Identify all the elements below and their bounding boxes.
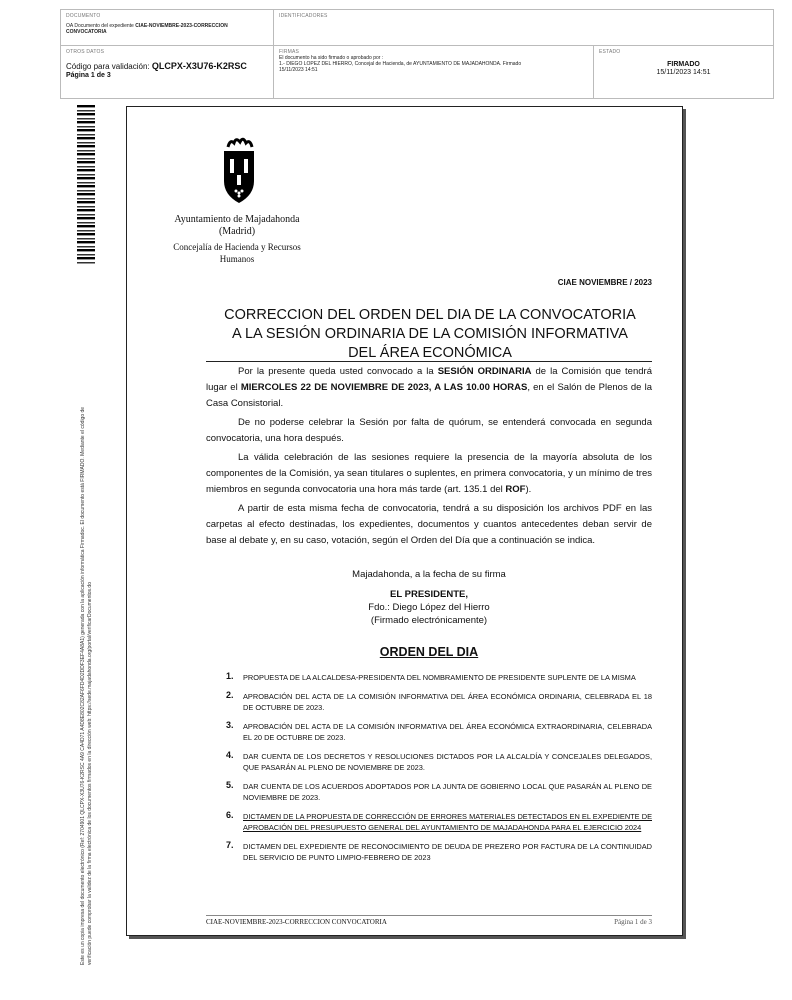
agenda-item bbox=[226, 751, 652, 773]
department-line-2: Humanos bbox=[219, 254, 255, 264]
verification-line-2: verificación puede comprobar la validez de la firma electrónica de los documentos firmados en la dirección web: https://sede.majadahonda.org/portal/verificarDocumentos.do bbox=[87, 582, 93, 965]
agenda-item-number: 4. bbox=[226, 750, 234, 760]
signature-name: Fdo.: Diego López del Hierro bbox=[368, 602, 490, 613]
status-date: 15/11/2023 14:51 bbox=[656, 69, 711, 76]
agenda-item-number: 3. bbox=[226, 720, 234, 730]
signature-note: (Firmado electrónicamente) bbox=[370, 615, 488, 626]
status-caption: ESTADO bbox=[599, 49, 621, 55]
p1-text-a: Por la presente queda usted convocado a la bbox=[238, 366, 438, 377]
signatures-cell bbox=[274, 46, 594, 98]
signatures-caption: FIRMAS bbox=[279, 49, 300, 55]
barcode-image bbox=[77, 105, 95, 265]
page-count: Página 1 de 3 bbox=[66, 72, 111, 79]
organization-block bbox=[162, 214, 312, 265]
organization-region: (Madrid) bbox=[218, 226, 256, 237]
document-caption: DOCUMENTO bbox=[66, 13, 101, 19]
validation-label: Código para validación: bbox=[66, 62, 150, 71]
identifiers-caption: IDENTIFICADORES bbox=[279, 13, 328, 19]
convocation-body bbox=[206, 364, 652, 552]
agenda-title: ORDEN DEL DIA bbox=[379, 645, 479, 659]
p3-text-a: La válida celebración de las sesiones requiere la presencia de la mayoría absoluta de los componentes de la Comisión, ya sean titulares o suplentes, en primera convocatoria, y un mínimo de tres miembros en segunda convocatoria una hora más tarde (art. 135.1 del bbox=[206, 452, 652, 495]
footer-divider bbox=[206, 915, 652, 916]
department-line-1: Concejalía de Hacienda y Recursos bbox=[173, 242, 301, 252]
other-data-cell bbox=[61, 46, 274, 98]
signature-place-date: Majadahonda, a la fecha de su firma bbox=[352, 569, 506, 580]
coat-of-arms-logo bbox=[218, 133, 260, 205]
validation-code: QLCPX-X3U76-K2RSC bbox=[151, 61, 247, 71]
agenda-item-number: 2. bbox=[226, 690, 234, 700]
signatures-line-2: 1.- DIEGO LOPEZ DEL HIERRO, Concejal de Hacienda, de AYUNTAMIENTO DE MAJADAHONDA. Firmado bbox=[279, 61, 522, 67]
agenda-item-text: APROBACIÓN DEL ACTA DE LA COMISIÓN INFORMATIVA DEL ÁREA ECONÓMICA ORDINARIA, CELEBRADA EL 18 DE OCTUBRE DE 2023. bbox=[243, 692, 652, 712]
signatures-line-1: El documento ha sido firmado o aprobado por : bbox=[279, 55, 384, 61]
agenda-list bbox=[226, 672, 652, 871]
p1-text-c: de la Comisión que tendrá lugar el bbox=[206, 366, 652, 393]
agenda-item-number: 6. bbox=[226, 810, 234, 820]
agenda-item-number: 5. bbox=[226, 780, 234, 790]
title-line-3: DEL ÁREA ECONÓMICA bbox=[348, 345, 512, 361]
status-badge: FIRMADO bbox=[667, 61, 700, 68]
agenda-item-number: 7. bbox=[226, 840, 234, 850]
validation-code-row bbox=[66, 61, 268, 71]
document-metadata-table bbox=[60, 9, 774, 99]
footer-document-name: CIAE-NOVIEMBRE-2023-CORRECCION CONVOCATORIA bbox=[206, 918, 387, 926]
agenda-item bbox=[226, 672, 652, 683]
organization-department bbox=[162, 241, 312, 265]
agenda-item bbox=[226, 841, 652, 863]
agenda-item bbox=[226, 781, 652, 803]
title-line-1: CORRECCION DEL ORDEN DEL DIA DE LA CONVOCATORIA bbox=[224, 307, 636, 323]
paragraph-quorum: De no poderse celebrar la Sesión por falta de quórum, se entenderá convocada en segunda convocatoria, una hora después. bbox=[206, 417, 652, 444]
page-title bbox=[206, 306, 654, 363]
title-divider bbox=[206, 361, 652, 362]
identifiers-cell bbox=[274, 10, 773, 46]
p3-rof: ROF bbox=[505, 484, 526, 495]
title-line-2: A LA SESIÓN ORDINARIA DE LA COMISIÓN INFORMATIVA bbox=[232, 326, 628, 342]
p1-text-e: , en el Salón de Plenos de la Casa Consistorial. bbox=[206, 382, 652, 409]
agenda-item-text: DICTAMEN DE LA PROPUESTA DE CORRECCIÓN DE ERRORES MATERIALES DETECTADOS EN EL EXPEDIENTE DE APROBACIÓN DEL PRESUPUESTO GENERAL DEL AYUNTAMIENTO DE MAJADAHONDA PARA EL EJERCICIO 2024 bbox=[243, 812, 652, 832]
agenda-item-text: APROBACIÓN DEL ACTA DE LA COMISIÓN INFORMATIVA DEL ÁREA ECONÓMICA EXTRAORDINARIA, CELEBRADA EL 20 DE OCTUBRE DE 2023. bbox=[243, 722, 652, 742]
footer-page-number: Página 1 de 3 bbox=[614, 918, 652, 926]
document-reference: CIAE-NOVIEMBRE-2023-CORRECCION CONVOCATORIA bbox=[66, 23, 228, 35]
agenda-item bbox=[226, 811, 652, 833]
p1-date-time: MIERCOLES 22 DE NOVIEMBRE DE 2023, A LAS 10.00 HORAS bbox=[240, 382, 528, 393]
p1-session-type: SESIÓN ORDINARIA bbox=[437, 366, 532, 377]
agenda-item-number: 1. bbox=[226, 671, 234, 681]
document-description bbox=[66, 23, 268, 35]
organization-name: Ayuntamiento de Majadahonda bbox=[174, 214, 300, 225]
status-cell bbox=[594, 46, 773, 98]
document-text: OA Documento del expediente bbox=[66, 23, 134, 29]
paragraph-documents: A partir de esta misma fecha de convocatoria, tendrá a su disposición los archivos PDF en las carpetas al efecto destinadas, los expedientes, documentos y cuantos antecedentes deban servir de base al debate y, en su caso, votación, según el Orden del Día que a continuación se indica. bbox=[206, 503, 652, 546]
verification-side-text bbox=[80, 305, 94, 965]
signatures-line-3: 15/11/2023 14:51 bbox=[279, 67, 318, 73]
agenda-item-text: DICTAMEN DEL EXPEDIENTE DE RECONOCIMIENTO DE DEUDA DE PREZERO POR FACTURA DE LA CONTINUIDAD DEL SERVICIO DE PUNTO LIMPIO-FEBRERO DE 2023 bbox=[243, 842, 652, 862]
other-data-caption: OTROS DATOS bbox=[66, 49, 105, 55]
p3-text-c: ). bbox=[525, 484, 532, 495]
agenda-item-text: DAR CUENTA DE LOS ACUERDOS ADOPTADOS POR LA JUNTA DE GOBIERNO LOCAL QUE PASARÁN AL PLENO DE NOVIEMBRE DE 2023. bbox=[243, 782, 652, 802]
agenda-item bbox=[226, 721, 652, 743]
agenda-item bbox=[226, 691, 652, 713]
document-reference-code: CIAE NOVIEMBRE / 2023 bbox=[557, 278, 652, 287]
verification-line-1: Este es un copia impresa del documento electrónico (Ref: 2704901 QLCPX-X3U76-K2RSC 4A9 CA4D71 A4D8E802C82AF6FD4D2DDF3EF4A8A1) generada con la aplicación informática Firmadoc. El documento está FIRMADO. Mediante el código de bbox=[80, 406, 86, 965]
agenda-item-text: PROPUESTA DE LA ALCALDESA-PRESIDENTA DEL NOMBRAMIENTO DE PRESIDENTE SUPLENTE DE LA MISMA bbox=[243, 673, 636, 682]
agenda-item-text: DAR CUENTA DE LOS DECRETOS Y RESOLUCIONES DICTADOS POR LA ALCALDÍA Y CONCEJALES DELEGADOS, QUE PASARÁN AL PLENO DE NOVIEMBRE DE 2023. bbox=[243, 752, 652, 772]
signature-role: EL PRESIDENTE, bbox=[390, 589, 468, 600]
paragraph-validity bbox=[206, 450, 652, 498]
paragraph-convocation bbox=[206, 364, 652, 412]
document-cell bbox=[61, 10, 274, 46]
